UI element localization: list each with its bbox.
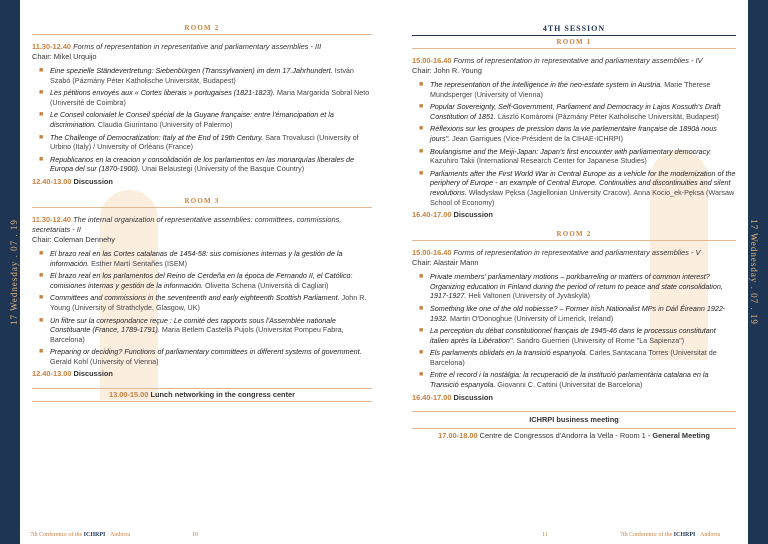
- paper-item: [32, 347, 372, 366]
- bullet-icon: ■: [39, 155, 44, 163]
- business-general-meeting: General Meeting: [652, 430, 710, 440]
- business-meeting-box: [412, 411, 736, 442]
- bullet-icon: ■: [419, 147, 424, 155]
- paper-author: Sandro Guerrieri (University of Rome "La Sapienza"): [514, 335, 685, 345]
- paper-title: Preparing or deciding? Functions of parliamentary committees in different systems of government.: [50, 347, 362, 357]
- paper-title: Private members' parliamentary motions – porkbarreling or matters of common interest? Organizing education in Finland during the period of return to peace and state consolidation, 1917-1927.: [430, 272, 723, 301]
- footer-org: ICHRPI: [83, 532, 106, 538]
- discussion-label: Discussion: [453, 210, 493, 220]
- paper-item: [32, 66, 372, 85]
- paper-item: [412, 370, 736, 389]
- business-meeting-heading: ICHRPI business meeting: [412, 412, 736, 429]
- paper-item: [412, 272, 736, 301]
- left-content: [32, 0, 372, 402]
- paper-author: László Komáromi (Pázmány Péter Katholische Universität, Budapest): [495, 111, 719, 121]
- session-heading: 4TH SESSION: [542, 24, 606, 33]
- left-date-label: 17 Wednesday . 07 . 19: [9, 219, 19, 325]
- bullet-icon: ■: [419, 304, 424, 312]
- paper-item: [32, 88, 372, 107]
- paper-author: Jean Garrigues (Vice-Président de la CIHAE-ICHRPI): [450, 133, 623, 143]
- paper-title: The representation of the intelligence in the neo-estate system in Austria.: [430, 80, 663, 89]
- paper-author: Maria Margarida Sobral Neto (Université de Coimbra): [50, 88, 370, 107]
- discussion-line: [412, 393, 736, 403]
- paper-title: Popular Sovereignty, Self-Government, Parliament and Democracy in Lajos Kossuth's Draft Constitution of 1851.: [430, 102, 721, 121]
- slot-title: Forms of representation in representative and parliamentary assemblies - V: [453, 248, 701, 258]
- paper-title: Republicanos en la creacion y consolidación de los parlamentos en las monarquías liberales de Europa del sur (1870-1900).: [50, 154, 355, 174]
- paper-item: [32, 271, 372, 290]
- paper-item: [32, 249, 372, 268]
- paper-item: [32, 293, 372, 312]
- right-date-label: 17 Wednesday . 07 . 19: [749, 219, 759, 325]
- lunch-time: 13.00-15.00: [108, 390, 149, 400]
- chair: Chair: Mikel Urquijo: [32, 52, 97, 61]
- paper-author: Unai Belaustegi (University of the Basque Country): [139, 164, 305, 174]
- paper-author: István Szabó (Pázmány Péter Katholische Universität, Budapest): [50, 66, 354, 85]
- business-place: Centre de Congressos d'Andorra la Vella - Room 1 -: [477, 430, 653, 440]
- paper-title: Les pétitions envoyés aux « Cortes liberais » portugaises (1821-1823).: [50, 88, 275, 98]
- paper-author: Kazuhiro Takii (International Research Center for Japanese Studies): [430, 156, 647, 166]
- room-2-heading: ROOM 2: [412, 228, 736, 241]
- bullet-icon: ■: [39, 316, 44, 324]
- footer-text: 7th Conference of the: [30, 532, 84, 538]
- footer-suffix: · Andorra: [105, 532, 130, 538]
- paper-title: Réflexions sur les groupes de pression dans la vie parlementaire française de 1890à nous jours".: [430, 124, 717, 143]
- paper-title: Entre el record i la nostàlgia: la recuperació de la institució parlamentària catalana en la Transició espanyola.: [430, 370, 709, 390]
- paper-author: Esther Martí Sentañes (ISEM): [89, 258, 188, 268]
- paper-author: Heli Valtonen (University of Jyväskylä): [466, 291, 591, 301]
- paper-item: [412, 326, 736, 345]
- slot-time: 11.30-12.40: [32, 42, 72, 51]
- business-meeting-details: [412, 429, 736, 442]
- paper-title: The Challenge of Democratization: Italy at the End of 19th Century.: [50, 132, 264, 142]
- bullet-icon: ■: [419, 103, 424, 111]
- paper-author: Claudia Giurintano (University of Palermo): [95, 119, 233, 129]
- discussion-label: Discussion: [73, 369, 113, 379]
- chair: Chair: Coleman Dennehy: [32, 234, 115, 244]
- bullet-icon: ■: [419, 327, 424, 335]
- discussion-line: [412, 210, 736, 220]
- paper-title: Something like one of the old nobiesse? – Former Irish Nationalist MPs in Dáil Éireann 1922-1932.: [430, 303, 726, 323]
- paper-item: [412, 80, 736, 99]
- discussion-label: Discussion: [73, 176, 113, 186]
- paper-item: [32, 133, 372, 152]
- paper-item: [412, 169, 736, 207]
- room-3-heading: ROOM 3: [32, 195, 372, 208]
- paper-author: Olivetta Schena (Università di Cagliari): [203, 280, 329, 290]
- paper-author: Maria Betlem Castellà Pujols (Universitat Pompeu Fabra, Barcelona): [50, 325, 344, 344]
- bullet-icon: ■: [419, 273, 424, 281]
- bullet-icon: ■: [39, 67, 44, 74]
- slot-time: 15.00-16.40: [412, 56, 452, 65]
- room-1-heading: ROOM 1: [412, 36, 736, 49]
- paper-title: El brazo real en las Cortes catalanas de 1454-58: sus comisiones internas y la gestión de la información.: [50, 248, 343, 268]
- lunch-banner: [32, 388, 372, 402]
- bullet-icon: ■: [419, 371, 424, 379]
- paper-title: Un filtre sur la correspondance reçue : Le comité des rapports sous l'Assemblée nationale Constituante (France, 1789-1791).: [50, 315, 336, 335]
- slot-header: [412, 56, 736, 66]
- footer-org: ICHRPI: [673, 532, 696, 538]
- paper-author: John R. Young (University of Strathclyde, Glasgow, UK): [50, 293, 367, 312]
- paper-list: [32, 249, 372, 367]
- right-content: [412, 0, 736, 442]
- lunch-label: Lunch networking in the congress center: [150, 390, 296, 400]
- paper-title: Le Conseil colonialet le Conseil spécial de la Guyane française: entre l'émancipation et la discrimination.: [50, 110, 334, 129]
- paper-item: [412, 304, 736, 323]
- paper-list: [412, 80, 736, 207]
- paper-title: El brazo real en los parlamentos del Reino de Cerdeña en la época de Fernando II, el Católico: comisiones internas y gestión de la información.: [50, 271, 353, 290]
- slot-title: The internal organization of representative assemblies: committees, commissions, secretariats - II: [32, 214, 342, 234]
- paper-title: Parliaments after the First World War in Central Europe as a vehicle for the modernization of the periphery of Europe - an example of Central Europe. Continuities and discontinuities and silent revolutions.: [430, 168, 736, 197]
- discussion-time: 16.40-17.00: [412, 210, 452, 220]
- right-footer: [620, 532, 720, 538]
- bullet-icon: ■: [39, 294, 44, 302]
- paper-author: Carles Santacana Torres (Universitat de Barcelona): [430, 348, 717, 367]
- bullet-icon: ■: [419, 81, 424, 88]
- paper-author: Władysław Pęksa (Jagiellonian University Cracow). Anna Kocio_ek-Pęksa (Warsaw School of Economy): [430, 187, 735, 207]
- left-footer: [30, 532, 130, 538]
- paper-item: [32, 155, 372, 174]
- bullet-icon: ■: [39, 348, 44, 356]
- slot-time: 11.30-12.40: [32, 214, 72, 224]
- bullet-icon: ■: [419, 169, 424, 177]
- discussion-time: 16.40-17.00: [412, 392, 452, 402]
- footer-suffix: · Andorra: [695, 532, 720, 538]
- paper-item: [412, 147, 736, 166]
- right-date-band: [748, 0, 768, 544]
- bullet-icon: ■: [419, 125, 424, 133]
- paper-author: Marie Therese Mundsperger (University of Vienna): [430, 80, 711, 99]
- paper-title: Eine spezielle Ständevertretung: Siebenbürgen (Transsylvanien) im dem 17.Jahrhundert.: [50, 66, 333, 75]
- room-2-heading: ROOM 2: [32, 22, 372, 35]
- paper-title: Committees and commissions in the seventeenth and early eighteenth Scottish Parliament.: [50, 293, 340, 303]
- paper-author: Sara Trovalusci (University of Urbino (Italy) / University of Orléans (France): [50, 132, 359, 152]
- paper-author: Gerald Kohl (University of Vienna): [50, 356, 159, 366]
- discussion-line: [32, 177, 372, 187]
- discussion-label: Discussion: [453, 392, 493, 402]
- paper-item: [412, 102, 736, 121]
- right-page: [384, 0, 748, 544]
- left-page-number: 10: [192, 532, 198, 538]
- bullet-icon: ■: [39, 89, 44, 97]
- paper-list: [412, 272, 736, 390]
- right-page-number: 11: [542, 532, 548, 538]
- slot-header: [32, 42, 372, 52]
- paper-author: Giovanni C. Cattini (Universitat de Barcelona): [495, 380, 643, 390]
- bullet-icon: ■: [39, 272, 44, 280]
- discussion-time: 12.40-13.00: [32, 176, 72, 186]
- bullet-icon: ■: [39, 249, 44, 257]
- slot-header: [32, 215, 372, 235]
- slot-title: Forms of representation in representative and parliamentary assemblies - III: [73, 42, 322, 51]
- left-page: [20, 0, 384, 544]
- paper-title: La perception du débat constitutionnel français de 1945-46 dans le processus constitutant italien après la Libération".: [430, 326, 716, 345]
- slot-header: [412, 248, 736, 258]
- bullet-icon: ■: [39, 133, 44, 141]
- paper-title: Els parlaments oblidats en la transició espanyola.: [430, 348, 588, 358]
- paper-item: [32, 316, 372, 345]
- paper-title: Boulangisme and the Meiji-Japan: Japan's first encounter with parliamentary democracy.: [430, 146, 712, 156]
- discussion-time: 12.40-13.00: [32, 369, 72, 379]
- business-time: 17.00-18.00: [438, 430, 478, 440]
- left-date-band: [0, 0, 20, 544]
- slot-title: Forms of representation in representative and parliamentary assemblies - IV: [453, 56, 703, 65]
- bullet-icon: ■: [39, 111, 44, 119]
- paper-author: Martin O'Donoghue (University of Limerick, Ireland): [448, 313, 614, 323]
- footer-text: 7th Conference of the: [620, 532, 674, 538]
- slot-time: 15.00-16.40: [412, 248, 452, 258]
- discussion-line: [32, 369, 372, 379]
- chair: Chair: John R. Young: [412, 66, 482, 75]
- chair: Chair: Alastair Mann: [412, 258, 479, 268]
- paper-list: [32, 66, 372, 174]
- bullet-icon: ■: [419, 349, 424, 357]
- paper-item: [32, 110, 372, 129]
- paper-item: [412, 348, 736, 367]
- paper-item: [412, 124, 736, 143]
